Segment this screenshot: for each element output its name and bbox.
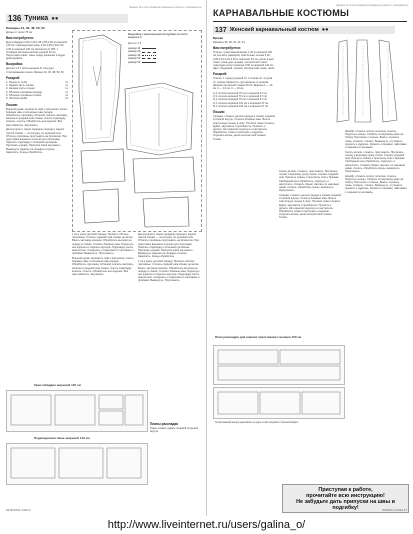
item-name: Брюки [213,36,224,40]
legend-item: размер 50 [128,57,156,60]
cutting-title: Выкройка: [6,62,23,67]
sewing-title: Пошив: [213,110,225,115]
right-page [207,0,413,516]
right-fabric-layout-1 [213,345,345,385]
piece-item: 2. Задняя часть спинки 1х [6,84,68,88]
source-url [0,516,413,534]
materials-title: Вам потребуется: [6,36,34,41]
sewing-title: Пошив: [6,102,18,107]
pattern-name: Женский карнавальный костюм [229,27,319,33]
strip-item: 5) 1 полоса шириной 100 см и шириной 47 см [213,104,269,108]
left-footer: 56 BURDA 1/2012 [6,508,31,512]
layout2-title: Подкладочная ткань шириной 140 см [34,436,90,440]
title-rule [213,21,407,22]
col2-text: 1 см к срезу деталей переда. Пришить обтачку горловины. Стачать средний шов спинки до метки. Вшить застежку-молнию. Обработать вытачки на переде и спинке. Стачать боковые швы. Подогнуть низ изделия и подшить вручную. Подкладку сшить аналогично. Соединить с изделием по горловине и проймам. Вывернуть. Приутюжить. [72,233,134,256]
left-col-3 [138,233,200,284]
fabric-layout-1 [6,390,148,432]
right-fabric-layout-2 [213,387,345,419]
materials-title: Вам потребуется: [213,46,241,51]
layout-note-title: Планы раскладки [150,422,179,426]
sewing-text-cont: Детали кроя и линии середины переда и задних частей спинки — по рисунку, по долевой нити. Обтачку горловины приутюжить на флизелин. При подготовке вырезать полоски для прокладки. Пришить подкладку к обтачкам горловины. Притачать рукава. Припуски швов заутюжить. Вывернуть изделие на лицевую сторону. Закрепить. Концы обработать. [6,128,67,154]
col3-text-cont2: Шлейф: сложить полосу пополам, стачать. Подогнуть концы. Собрать по верхнему краю на сборку. Притачать к платью. Банты: отрезать ткань, сложить, стачать. Вывернуть, отутюжить, пришить к изделию. Украсить стразами, пайетками и перьями по желанию. [345,174,407,194]
left-page [0,0,207,516]
sizes-line: Размеры 36, 38, 40, 42, 44 [213,40,245,44]
strip-item: 3) 1 полоса шириной 70 см и шириной 47 см [213,98,267,102]
pattern-number: 137 [215,26,227,34]
legend-item: размер 46 [128,50,156,53]
diagram-title: Выкройка с нанесенными контурами на листе выкроек С [128,33,188,39]
costume-illustration [327,36,407,126]
pattern-136-title [6,14,128,23]
layout2-drawing [7,444,147,484]
legend-item: размер 44 [128,47,156,50]
col3-text: Детали кроя и линии середины переда и задних частей спинки — по рисунку, по долевой нити. Обтачку горловины приутюжить на флизелин. При подготовке вырезать полоски для прокладки. Пришить подкладку к обтачкам горловины. Притачать рукава. Припуски швов заутюжить. Вывернуть изделие на лицевую сторону. Закрепить. Концы обработать. [138,233,199,259]
sewing-text: Втачной рукав: перевести лиф с припуском. Сшить боковые швы и плечевые швы переда. Обработать горловину обтачкой, втачать застёжку-молнию в средний шов спинки. Сшить подкладку, втачать, отшить. Обработать низ изделия. Все швы обметать. Заутюжить. [6,107,68,127]
strips-list [213,92,275,108]
layout1-drawing [7,391,147,431]
section-title: КАРНАВАЛЬНЫЕ КОСТЮМЫ [213,8,350,18]
col2-text-cont: Складки: сложить детали переда и спинки лицевой стороной внутрь. Стачать боковые швы. Вшить эластичную тесьму в пояс. Полоски ткани сложить вдвое, заутюжить и присборить. Пришить к детали. Низ изделия подогнуть и настрочить. Обработать ткани и притачать к изделию. Отделать волан, рюши контрастной тканью. Готово. [279,193,341,220]
left-col-2 [72,233,134,278]
callout-line-2: прочитайте всю инструкцию! [306,492,385,499]
right-col-2 [279,170,341,221]
cutting-title: Раскрой: [213,72,228,77]
left-header-note: Данные без учета размеров приведены в расчете, описывая все. [129,6,202,9]
materials-text: Платье, трикотажный велюр 1,40 м шириной 150 см для всех размеров; эластичная тесьма 3,00-3,05-3,10-3,15-3,20 м шириной 3,5 см; нитки в цвет ткани; ткань для укладки, контрастной ткани; подкладки сетки трикотаж 0,50 м шириной 140 см. Цвет: бордовый, черный. Контрастная ткань: шёлк. [213,51,275,71]
layout-note-text: Ткань сложить вдвое лицевой стороной внутрь. [150,427,199,434]
pattern-name: Туника [24,15,49,22]
sewing-text: Складки: сложить детали переда и спинки лицевой стороной внутрь. Стачать боковые швы. Вшить эластичную тесьму в пояс. Полоски ткани сложить вдвое, заутюжить и присборить. Пришить к детали. Низ изделия подогнуть и настрочить. Обработать ткани и притачать к изделию. Отделать волан, рюши контрастной тканью. Готово. [213,115,275,141]
strip-item: 1) 1 полоса шириной 70 см и шириной 47 см [213,91,267,95]
layout-note [150,420,200,435]
col3-text: Шлейф: сложить полосу пополам, стачать. Подогнуть концы. Собрать по верхнему краю на сборку. Притачать к платью. Банты: отрезать ткань, сложить, стачать. Вывернуть, отутюжить, пришить к изделию. Украсить стразами, пайетками и перьями по желанию. [345,130,407,150]
col3-text-cont: Сшить детали, сложить, приутюжить. Притачать тесьму к верхнему срезу пояса. Стачать средний шов. Пришить планку и притачать пояс к брюкам. Свободный срез обработать, подогнуть и настрочить. Сложить брюки, сметать по шаговым швам, стачать, обработать срезы, вывернуть. Приутюжить. [345,150,406,173]
callout-line-3: Не забудьте дать припуски на швы и подгибку! [296,498,395,511]
pieces-list [6,81,68,101]
materials-text: Крeп-габардин 0,80-1,20-1,45-2,50-2,50 м шириной 140 см; подкладочная ткань 2,25-2,25-2,30-2,30-2,30 м шириной 140 см; флизелин G 785; 1 потайная застежка-молния длиной 22 см. Подготовка ткани: ткань перед раскроем следует декатировать. [6,41,68,61]
pattern-diagram [72,30,202,232]
col2-text: Сшить детали, сложить, приутюжить. Притачать тесьму к верхнему срезу пояса. Стачать средний шов. Пришить планку и притачать пояс к брюкам. Свободный срез обработать, подогнуть и настрочить. Сложить брюки, сметать по шаговым швам, стачать, обработать срезы, вывернуть. Приутюжить. [279,170,340,193]
right-layout-note: Трикотажный велюр разложить в один слой лицевой стороной вверх. [215,421,299,424]
source-url-text: http://www.liveinternet.ru/users/galina_o/ [107,519,306,531]
cut-title: Раскрой: [6,75,21,80]
strip-item: 4) 1 полоса шириной 100 см и шириной 47 см [213,101,269,105]
length-line: Длина от талии 75 см [6,30,33,34]
right-layout2-drawing [214,388,344,418]
right-layout-title: План раскладки для нижних трикотажного велюра 150 см [215,335,302,339]
right-col-3 [345,130,407,195]
piece-item: 3. Нижняя часть спинки 1х [6,87,68,91]
piece-item: 1. Перед по сгибу 1х [6,80,68,84]
piece-item: 4. Обтачка горловины переда 1х [6,90,68,94]
right-col-1 [213,37,275,142]
sizes-line: Размеры 44, 46, 48, 50, 52 [6,26,45,30]
col3-text-cont: 1 см к срезу деталей переда. Пришить обтачку горловины. Стачать средний шов спинки до метки. Вшить застежку-молнию. Обработать вытачки на переде и спинке. Стачать боковые швы. Подогнуть низ изделия и подшить вручную. Подкладку сшить аналогично. Соединить с изделием по горловине и проймам. Вывернуть. Приутюжить. [138,260,200,283]
left-col-1 [6,27,68,155]
diagram-details: Детали 1-6 [128,42,142,45]
legend-item: размер 52 [128,61,156,64]
right-footer: BURDA 1/2012 57 [382,508,407,512]
piece-item: 6. Обтачка пройм 2х [6,97,68,101]
cutting-text: Платье: 1 перед средней 4х, 2 спинка 4х, 3 рукав 2х. Срезы совместить при раскрое по линиям. Ширина притачной планки 20 см. Ширина 1 — 16 см, 2 — 14 см, 3 — 16 см. [213,77,273,91]
cutting-text: Детали 1-6 с листа выкроек D. Контуры: Стилизованная линия. Размер 44, 46, 48, 50, 52. [6,67,65,74]
legend-item: размер 48 [128,54,156,57]
difficulty-rating: ●● [51,15,59,22]
callout-line-1: Приступая к работе, [318,486,373,493]
right-layout1-drawing [214,346,344,384]
layout1-title: Креп-габардин шириной 140 см [34,383,81,387]
difficulty-rating: ●● [321,27,329,33]
piece-item: 5. Обтачка горловины спинки 1х [6,94,68,98]
strip-item: 2) 1 полоса шириной 70 см и шириной 47 см [213,95,267,99]
pattern-pieces-drawing [73,31,201,231]
pattern-137-title [213,26,395,34]
right-header-note: Данные без учета размеров приведены в расчете, описывая все. [336,4,409,7]
fabric-layout-2 [6,443,148,485]
pattern-number: 136 [8,14,22,23]
col2-text-cont: Втачной рукав: перевести лиф с припуском. Сшить боковые швы и плечевые швы переда. Обработать горловину обтачкой, втачать застёжку-молнию в средний шов спинки. Сшить подкладку, втачать, отшить. Обработать низ изделия. Все швы обметать. Заутюжить. [72,256,134,276]
